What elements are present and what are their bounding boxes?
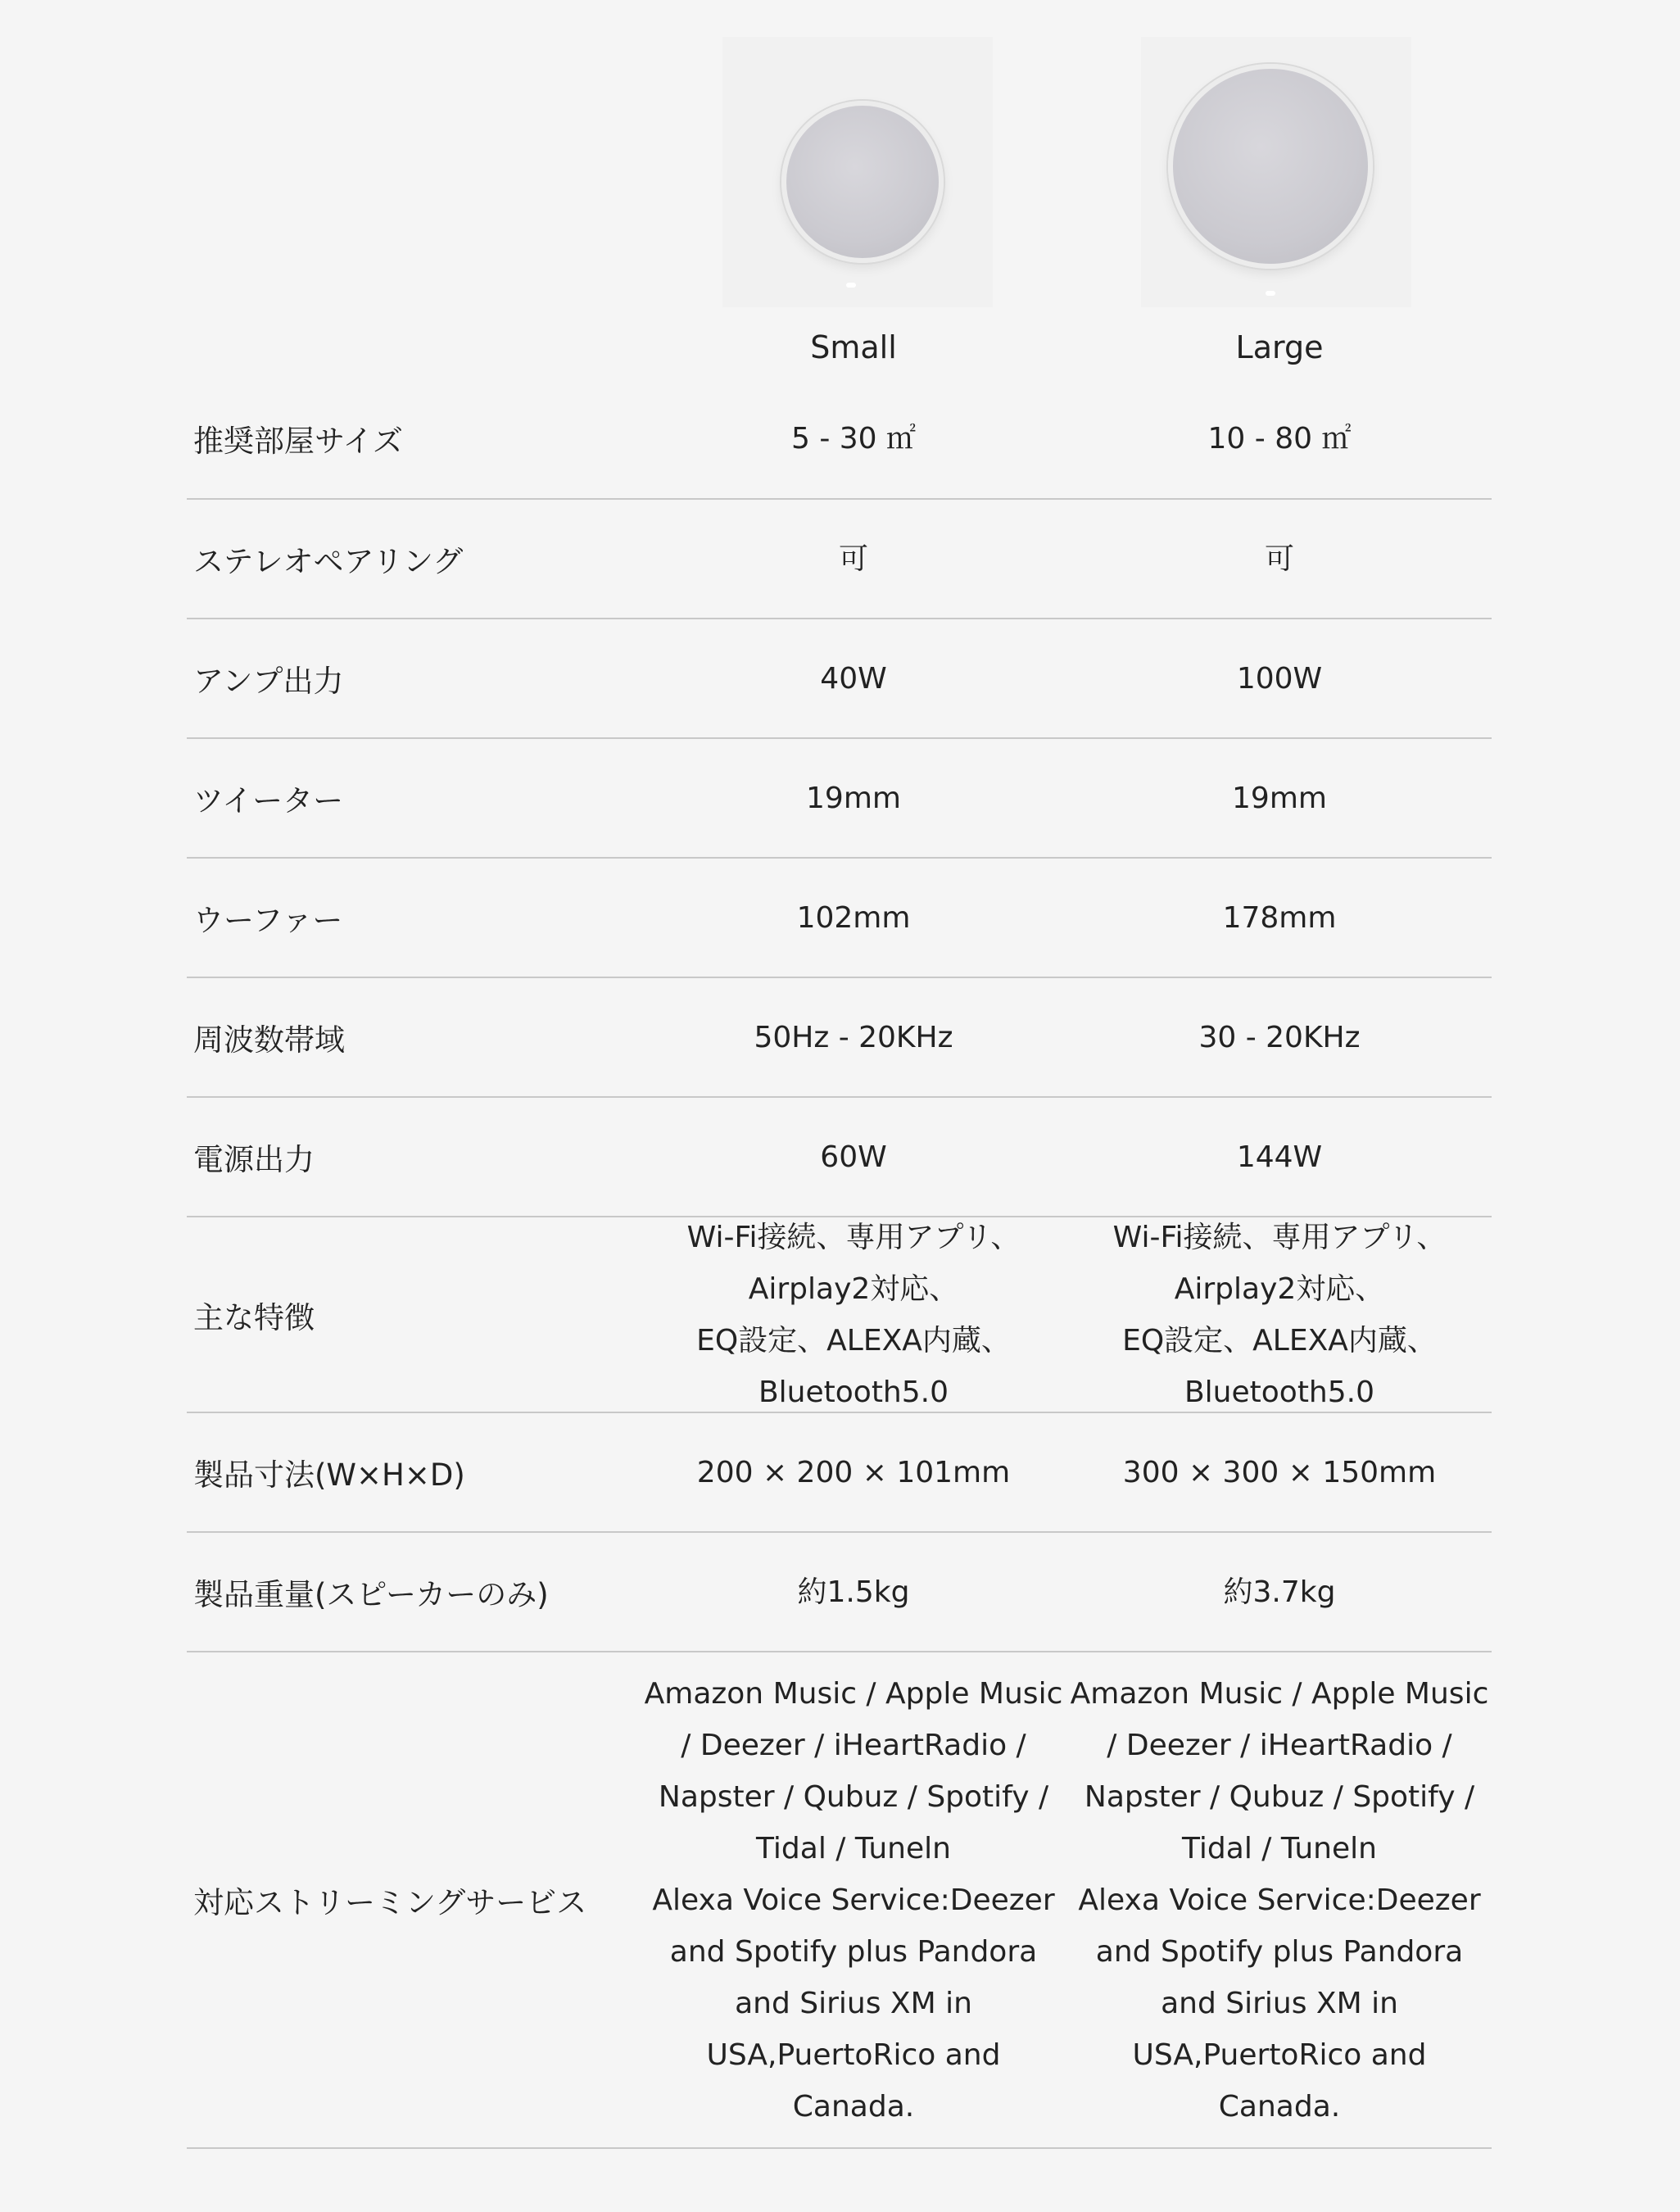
spec-value-large: 100W bbox=[1236, 661, 1323, 696]
spec-row-frequency bbox=[187, 978, 1492, 1098]
spec-label: 製品重量(スピーカーのみ) bbox=[193, 1577, 549, 1612]
column-header-small: Small bbox=[810, 329, 897, 365]
spec-label: 対応ストリーミングサービス bbox=[193, 1885, 587, 1920]
spec-row-stereo-pairing bbox=[187, 500, 1492, 619]
spec-value-small: 50Hz - 20KHz bbox=[754, 1020, 953, 1054]
spec-value-small: 5 - 30 ㎡ bbox=[790, 421, 917, 456]
spec-value-large: 10 - 80 ㎡ bbox=[1207, 421, 1352, 456]
spec-label: 周波数帯域 bbox=[193, 1022, 345, 1058]
spec-value-small: 可 bbox=[838, 542, 868, 576]
spec-value-large: Wi-Fi接続、専用アプリ、 Airplay2対応、 EQ設定、ALEXA内蔵、 Bluetooth5.0 bbox=[1112, 1220, 1447, 1409]
spec-row-tweeter bbox=[187, 739, 1492, 859]
spec-value-large: 300 × 300 × 150mm bbox=[1122, 1455, 1437, 1489]
spec-value-small: 約1.5kg bbox=[797, 1575, 910, 1609]
spec-value-small: 102mm bbox=[796, 900, 911, 935]
spec-value-small: 19mm bbox=[806, 781, 901, 815]
spec-row-streaming bbox=[187, 1652, 1492, 2149]
spec-row-woofer bbox=[187, 859, 1492, 978]
spec-label: 推奨部屋サイズ bbox=[193, 424, 404, 459]
spec-row-dimensions bbox=[187, 1413, 1492, 1533]
spec-value-small: 40W bbox=[820, 661, 887, 696]
spec-value-small: Amazon Music / Apple Music / Deezer / iHeartRadio / Napster / Qubuz / Spotify / Tidal / Tuneln Alexa Voice Service:Deezer and Spotify plus Pandora and Sirius XM in USA,PuertoRico and Canada. bbox=[644, 1676, 1063, 2124]
spec-table bbox=[187, 378, 1492, 2149]
speaker-foot bbox=[846, 283, 856, 288]
spec-label: 主な特徴 bbox=[193, 1299, 315, 1335]
product-image-large bbox=[1141, 37, 1411, 307]
spec-label: 電源出力 bbox=[193, 1142, 315, 1177]
spec-row-amp-output bbox=[187, 619, 1492, 739]
spec-row-power-output bbox=[187, 1098, 1492, 1217]
spec-value-large: 約3.7kg bbox=[1223, 1575, 1336, 1609]
speaker-foot bbox=[1266, 291, 1275, 296]
spec-label: アンプ出力 bbox=[193, 664, 344, 699]
spec-value-large: Amazon Music / Apple Music / Deezer / iHeartRadio / Napster / Qubuz / Spotify / Tidal / Tuneln Alexa Voice Service:Deezer and Spotify plus Pandora and Sirius XM in USA,PuertoRico and Canada. bbox=[1070, 1676, 1489, 2124]
spec-value-large: 19mm bbox=[1232, 781, 1327, 815]
spec-row-weight bbox=[187, 1533, 1492, 1652]
spec-value-small: Wi-Fi接続、専用アプリ、 Airplay2対応、 EQ設定、ALEXA内蔵、 Bluetooth5.0 bbox=[686, 1220, 1021, 1409]
spec-value-large: 30 - 20KHz bbox=[1198, 1020, 1361, 1054]
spec-label: 製品寸法(W×H×D) bbox=[193, 1457, 465, 1493]
product-image-small bbox=[722, 37, 993, 307]
column-header-large: Large bbox=[1235, 329, 1324, 365]
spec-label: ウーファー bbox=[193, 903, 343, 938]
spec-value-large: 可 bbox=[1264, 542, 1294, 576]
spec-value-small: 60W bbox=[820, 1140, 887, 1174]
speaker-small-image bbox=[781, 101, 944, 263]
spec-row-features bbox=[187, 1217, 1492, 1413]
speaker-large-image bbox=[1168, 64, 1373, 269]
spec-value-large: 178mm bbox=[1222, 900, 1337, 935]
spec-value-small: 200 × 200 × 101mm bbox=[696, 1455, 1011, 1489]
spec-row-room-size bbox=[187, 378, 1492, 500]
spec-label: ツイーター bbox=[193, 783, 344, 818]
spec-value-large: 144W bbox=[1236, 1140, 1323, 1174]
spec-label: ステレオペアリング bbox=[193, 544, 464, 579]
